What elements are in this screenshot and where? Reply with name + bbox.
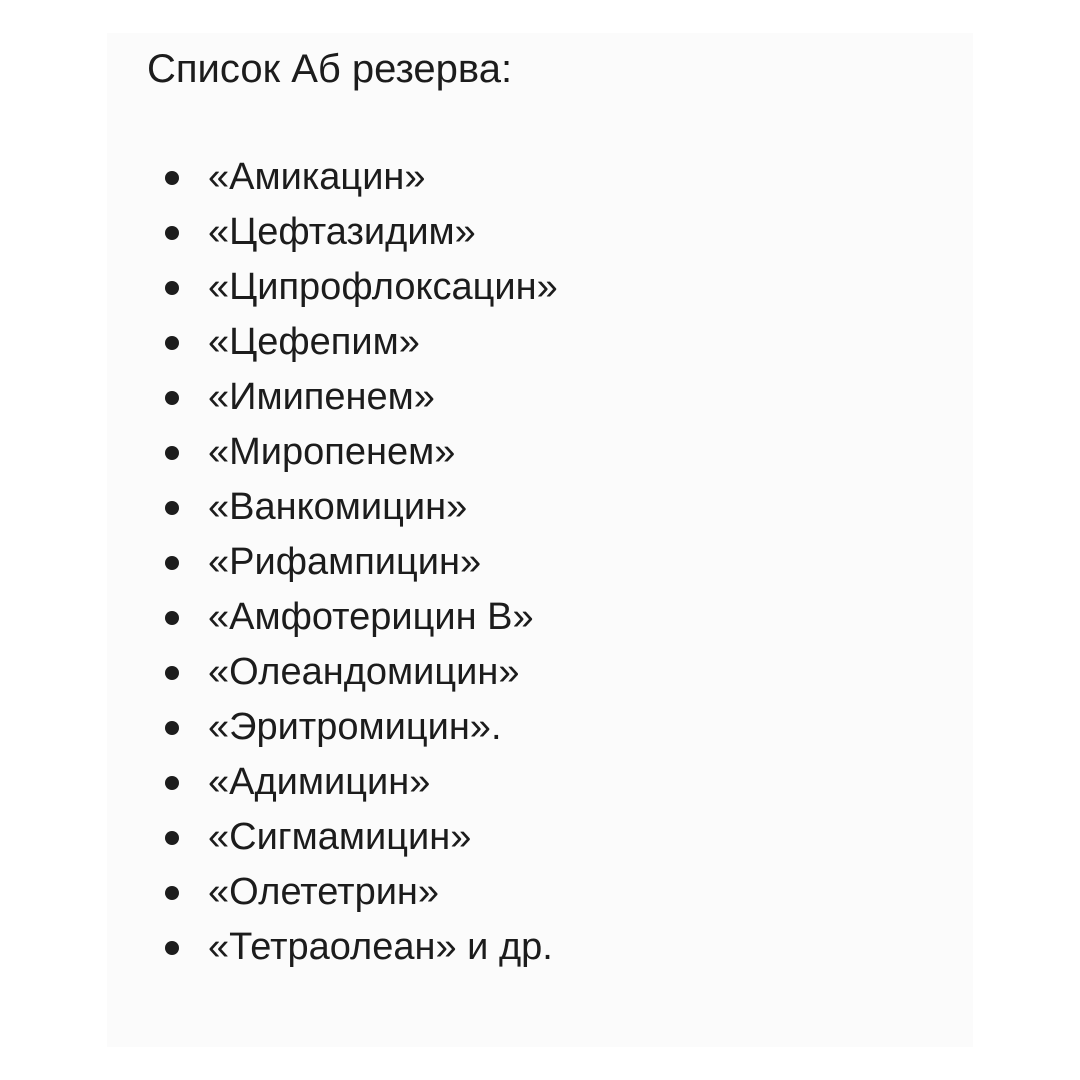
list-title: Список Аб резерва: bbox=[147, 47, 513, 91]
bullet-icon bbox=[165, 776, 179, 790]
list-item-text: «Рифампицин» bbox=[208, 541, 482, 583]
list-item-text: «Амикацин» bbox=[208, 156, 426, 198]
bullet-icon bbox=[165, 831, 179, 845]
bullet-icon bbox=[165, 391, 179, 405]
bullet-icon bbox=[165, 886, 179, 900]
list-item-text: «Цефепим» bbox=[208, 321, 420, 363]
bullet-icon bbox=[165, 226, 179, 240]
list-item-text: «Олеандомицин» bbox=[208, 651, 520, 693]
list-item-text: «Эритромицин». bbox=[208, 706, 502, 748]
list-item-text: «Олететрин» bbox=[208, 871, 440, 913]
list-item-text: «Ципрофлоксацин» bbox=[208, 266, 558, 308]
bullet-icon bbox=[165, 611, 179, 625]
list-item-text: «Сигмамицин» bbox=[208, 816, 472, 858]
list-item-text: «Цефтазидим» bbox=[208, 211, 476, 253]
bullet-icon bbox=[165, 171, 179, 185]
bullet-icon bbox=[165, 336, 179, 350]
bullet-icon bbox=[165, 721, 179, 735]
list-item-text: «Тетраолеан» и др. bbox=[208, 926, 553, 968]
bullet-icon bbox=[165, 446, 179, 460]
content-panel bbox=[107, 33, 973, 1047]
bullet-icon bbox=[165, 501, 179, 515]
list-item-text: «Миропенем» bbox=[208, 431, 456, 473]
bullet-icon bbox=[165, 281, 179, 295]
bullet-icon bbox=[165, 556, 179, 570]
list-item-text: «Адимицин» bbox=[208, 761, 431, 803]
list-item-text: «Амфотерицин В» bbox=[208, 596, 534, 638]
list-item-text: «Имипенем» bbox=[208, 376, 435, 418]
bullet-icon bbox=[165, 666, 179, 680]
list-item-text: «Ванкомицин» bbox=[208, 486, 468, 528]
bullet-icon bbox=[165, 941, 179, 955]
